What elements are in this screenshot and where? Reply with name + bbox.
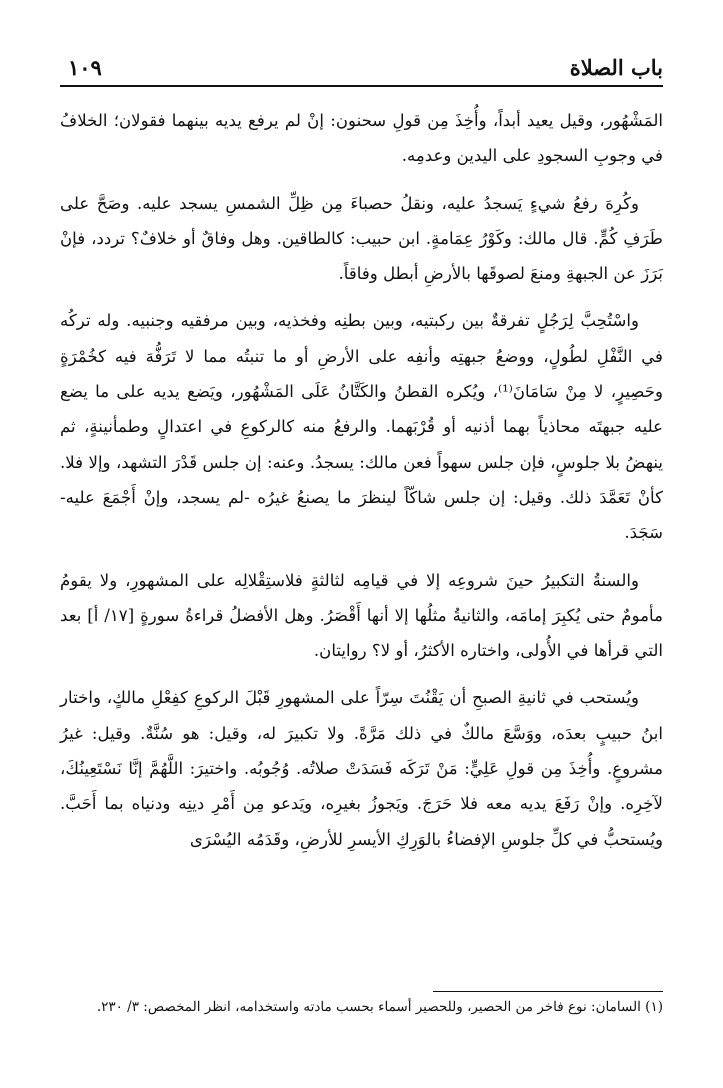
page-header (60, 55, 663, 87)
footnote: (١) السامان: نوع فاخر من الحصير، وللحصير أسماء بحسب مادته واستخدامه، انظر المخصص: ٣/ ٢٣٠. (96, 999, 663, 1015)
paragraph: ويُستحب في ثانيةِ الصبحِ أن يَقْنُتَ سِرّاً على المشهورِ قَبْلَ الركوعِ كفِعْلِ مالكٍ، واختار ابنُ حبيبٍ بعدَه، ووَسَّعَ مالكٌ في ذلك مَرَّةً. ولا تكبيرَ له، وقيل: هو سُنَّةٌ. وقيل: غيرُ مشروعٍ. وأُخِذَ مِن قولِ عَلِيٍّ: مَنْ تَرَكَه فَسَدَتْ صلاتُه. وُجُوبُه. واختيرَ: اللَّهُمَّ إنَّا نَسْتَعِينُكَ، لآخِرِه. وإنْ رَفَعَ يديه معه فلا حَرَجَ. ويَجوزُ بغيرِه، ويَدعو مِن أَمْرِ دينِه ودنياه بما أَحَبَّ. ويُستحبُّ في كلِّ جلوسِ الإفضاءُ بالوَرِكِ الأيسرِ للأرضِ، وقَدَمُه اليُسْرَى (60, 688, 663, 849)
chapter-title: باب الصلاة (569, 55, 663, 80)
footnote-divider (433, 991, 663, 992)
paragraph: وكُرِهَ رفعُ شيءٍ يَسجدُ عليه، ونقلُ حصباءَ مِن ظِلِّ الشمسِ يسجد عليه. وصَحَّ على طَرَفِ كُمٍّ. قال مالك: وكَوْرُ عِمَامةٍ. ابن حبيب: كالطاقين. وهل وفاقٌ أو خلافٌ؟ تردد، فإنْ بَرَزَ عن الجبهةِ ومنعَ لصوقَها بالأرضِ أبطل وفاقاً. (60, 193, 663, 284)
paragraph: والسنةُ التكبيرُ حينَ شروعِه إلا في قيامِه لثالثةٍ فلاستِقْلالِه على المشهورِ، ولا يقومُ مأمومٌ حتى يُكبِرَ إمامَه، والثانيةُ مثلُها إلا أنها أَقْصَرُ. وهل الأفضلُ قراءةُ سورةٍ [١٧/ أ] بعد التي قرأها في الأُولى، واختاره الأكثرُ، أو لا؟ روايتان. (60, 570, 663, 661)
main-text (60, 103, 663, 869)
paragraph: واسْتُحِبَّ لِرَجُلٍ تفرقةٌ بين ركبتيه، وبين بطنِه وفخذيه، وبين مرفقيه وجنبيه. وله تركُه في النَّفْلِ لطُولٍ، ووضعُ جبهتِه وأنفِه على الأرضِ أو ما تنبتُه مما لا تَرَفُّهَ فيه كخُمْرَةٍ وحَصِيرٍ، لا مِنْ سَامَانَ⁽¹⁾، ويُكره القطنُ والكَتَّانُ عَلَى المَشْهُور، ويَضع يديه على ما يضع عليه جبهتَه محاذياً بهما أذنيه أو قُرْبَهما. والرفعُ منه كالركوعِ في اعتدالٍ وطمأنينةٍ، ثم ينهضُ بلا جلوسٍ، فإن جلس سهواً فعن مالك: يسجدُ. وعنه: إن جلس قَدْرَ التشهد، وإلا فلا. كأنْ تَعَمَّدَ ذلك. وقيل: إن جلس شاكّاً لينظرَ ما يصنعُ غيرُه -لم يسجد، وإنْ أَجْمَعَ عليه- سَجَدَ. (60, 311, 663, 543)
page-number: ١٠٩ (68, 55, 102, 80)
paragraph: المَشْهُور، وقيل يعيد أبداً، وأُخِذَ مِن قولِ سحنون: إنْ لم يرفع يديه بينهما فقولان؛ الخلافُ في وجوبِ السجودِ على اليدين وعدمِه. (60, 111, 663, 166)
